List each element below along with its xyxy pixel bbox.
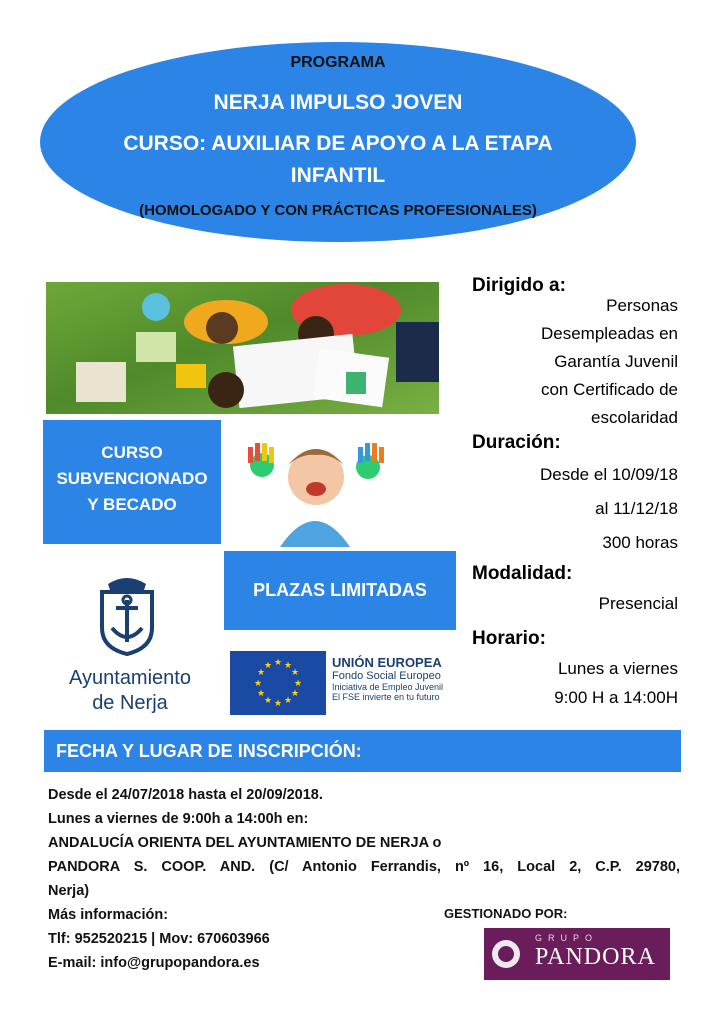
subsidized-course-box	[43, 420, 221, 544]
duration-start: Desde el 10/09/18	[540, 465, 678, 484]
course-title-line2: INFANTIL	[290, 164, 386, 187]
schedule-description	[554, 654, 678, 712]
contact-phones: Tlf: 952520215 | Mov: 670603966	[48, 931, 270, 947]
schedule-hours: 9:00 H a 14:00H	[554, 688, 678, 707]
eu-text-block	[332, 655, 462, 702]
registration-place-1: ANDALUCÍA ORIENTA DEL AYUNTAMIENTO DE NERJA o	[48, 835, 442, 851]
duration-hours: 300 horas	[602, 533, 678, 552]
subsidized-line-1: CURSO	[101, 443, 163, 462]
target-line-1: Personas	[606, 296, 678, 315]
ayuntamiento-crest-icon	[94, 570, 160, 661]
target-line-4: con Certificado de	[540, 380, 678, 399]
subsidized-line-3: Y BECADO	[87, 495, 177, 514]
target-line-2: Desempleadas en	[540, 324, 678, 343]
svg-text:★: ★	[290, 668, 300, 678]
pandora-name: PANDORA	[535, 944, 656, 970]
program-title: NERJA IMPULSO JOVEN	[213, 91, 463, 114]
course-title-line1: CURSO: AUXILIAR DE APOYO A LA ETAPA	[123, 132, 553, 155]
duration-label: Duración:	[472, 432, 561, 453]
eu-slogan: El FSE invierte en tu futuro	[332, 692, 440, 702]
svg-text:★: ★	[263, 661, 273, 671]
pandora-group-label: GRUPO	[535, 933, 599, 943]
svg-text:★: ★	[273, 699, 283, 709]
svg-text:★: ★	[290, 689, 300, 699]
modality-label: Modalidad:	[472, 563, 573, 584]
duration-description	[540, 458, 678, 560]
program-label: PROGRAMA	[290, 54, 386, 71]
svg-text:★: ★	[273, 658, 283, 668]
svg-text:★: ★	[256, 668, 266, 678]
ayuntamiento-line-2: de Nerja	[92, 692, 168, 714]
target-description	[541, 292, 678, 432]
svg-text:★: ★	[283, 661, 293, 671]
child-painted-hands-photo	[240, 425, 390, 547]
target-line-3: Garantía Juvenil	[554, 352, 678, 371]
eu-flag-icon	[230, 651, 326, 715]
registration-dates: Desde el 24/07/2018 hasta el 20/09/2018.	[48, 787, 323, 803]
subsidized-line-2: SUBVENCIONADO	[56, 469, 208, 488]
target-label: Dirigido a:	[472, 275, 566, 296]
eu-fund: Fondo Social Europeo	[332, 670, 441, 682]
schedule-days: Lunes a viernes	[557, 659, 678, 678]
svg-text:★: ★	[256, 689, 266, 699]
ayuntamiento-line-1: Ayuntamiento	[69, 667, 191, 689]
limited-places-box: PLAZAS LIMITADAS	[224, 551, 456, 630]
contact-email: E-mail: info@grupopandora.es	[48, 955, 260, 971]
svg-text:★: ★	[283, 696, 293, 706]
svg-text:★: ★	[263, 696, 273, 706]
modality-value: Presencial	[598, 594, 678, 613]
target-line-5: escolaridad	[591, 408, 678, 427]
eu-title: UNIÓN EUROPEA	[332, 655, 442, 670]
children-drawing-photo	[46, 282, 439, 414]
registration-title: FECHA Y LUGAR DE INSCRIPCIÓN:	[56, 741, 362, 761]
duration-end: al 11/12/18	[595, 499, 678, 518]
more-info-label: Más información:	[48, 907, 169, 923]
registration-place-2: PANDORA S. COOP. AND. (C/ Antonio Ferrandis, nº 16, Local 2, C.P. 29780,	[48, 859, 680, 875]
svg-text:★: ★	[293, 679, 303, 689]
svg-text:★: ★	[253, 679, 263, 689]
eu-initiative: Iniciativa de Empleo Juvenil	[332, 682, 444, 692]
managed-by-label: GESTIONADO POR:	[444, 906, 568, 921]
registration-hours: Lunes a viernes de 9:00h a 14:00h en:	[48, 811, 309, 827]
course-note: (HOMOLOGADO Y CON PRÁCTICAS PROFESIONALES)	[139, 202, 537, 219]
ayuntamiento-name	[40, 666, 220, 716]
schedule-label: Horario:	[472, 628, 546, 649]
registration-place-3: Nerja)	[48, 883, 90, 899]
